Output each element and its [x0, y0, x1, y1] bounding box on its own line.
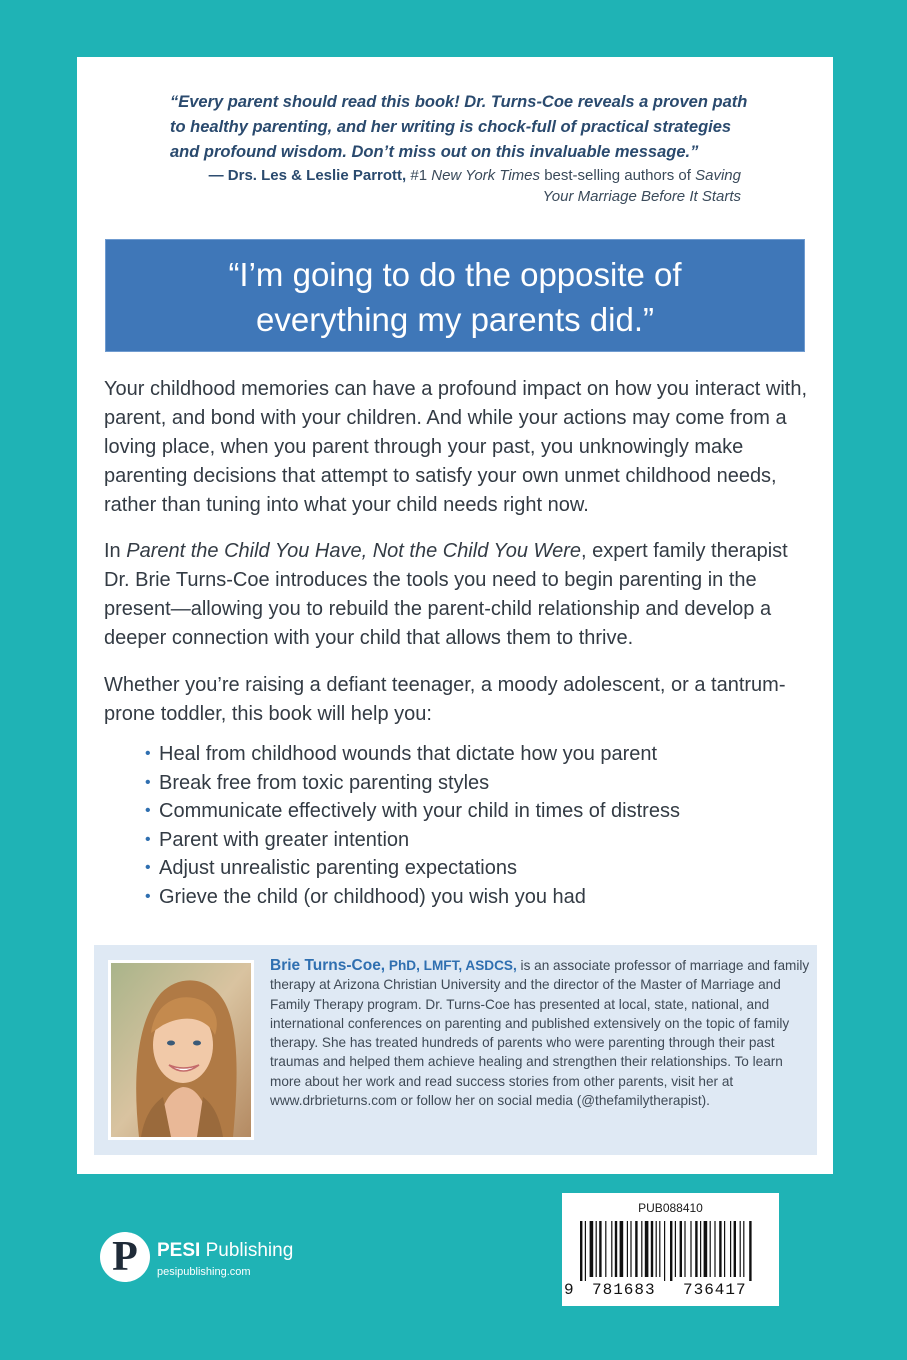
bullet-icon: • — [145, 773, 151, 791]
list-item — [119, 826, 799, 855]
barcode-bar — [700, 1221, 701, 1277]
list-item-text: Communicate effectively with your child in times of distress — [159, 800, 680, 822]
list-item — [119, 740, 799, 769]
barcode-digits-right: 736417 — [683, 1281, 747, 1299]
banner-line-2: everything my parents did.” — [255, 301, 654, 338]
bullet-icon: • — [145, 830, 151, 848]
barcode-bar — [635, 1221, 637, 1277]
barcode-bar — [641, 1221, 642, 1277]
list-item — [119, 883, 799, 912]
description-paragraph-2 — [104, 537, 809, 653]
barcode-bar — [611, 1221, 612, 1277]
barcode-bar — [656, 1221, 657, 1277]
back-cover-panel — [77, 57, 833, 1174]
barcode-bar — [664, 1221, 665, 1281]
publisher-p-icon — [100, 1232, 150, 1282]
benefits-list — [119, 740, 799, 911]
barcode-bar — [734, 1221, 736, 1277]
list-item — [119, 769, 799, 798]
barcode-bar — [615, 1221, 617, 1277]
bullet-icon: • — [145, 745, 151, 762]
publisher-name-rest: Publishing — [200, 1240, 294, 1261]
bullet-icon: • — [145, 802, 151, 819]
barcode-bar — [704, 1221, 708, 1277]
description-paragraph-1: Your childhood memories can have a profound impact on how you interact with, parent, and bond with your children. And while your actions may come from a loving place, when you parent through your past, you unknowingly make parenting decisions that attempt to satisfy your own unmet childhood needs, rather than tuning into what your child needs right now. — [104, 378, 807, 516]
bullet-icon: • — [145, 859, 151, 876]
barcode-bar — [675, 1221, 676, 1277]
author-bio-box — [94, 945, 817, 1155]
author-name: Brie Turns-Coe, — [270, 957, 386, 974]
list-item — [119, 797, 799, 826]
publisher-name — [157, 1240, 293, 1262]
barcode-bar — [620, 1221, 624, 1277]
barcode-bar — [659, 1221, 660, 1277]
publisher-name-bold: PESI — [157, 1240, 201, 1261]
publisher-logo — [100, 1232, 340, 1292]
barcode-bar — [684, 1221, 685, 1277]
barcode-bar — [651, 1221, 653, 1277]
list-item — [119, 854, 799, 883]
list-item-text: Break free from toxic parenting styles — [159, 771, 490, 794]
pull-quote-banner — [105, 239, 805, 352]
attribution-suffix: best-selling authors of — [540, 167, 696, 184]
list-item-text: Adjust unrealistic parenting expectations — [159, 857, 517, 879]
isbn-barcode — [562, 1193, 779, 1306]
endorsement-quote: “Every parent should read this book! Dr. Turns-Coe reveals a proven path to healthy parenting, and her writing is chock-full of practical strategies and profound wisdom. Don’t miss out on this invaluable message.” — [170, 93, 748, 161]
barcode-bar — [749, 1221, 751, 1281]
paragraph-2-prefix: In — [104, 540, 127, 562]
barcode-bar — [714, 1221, 715, 1277]
barcode-bar — [590, 1221, 594, 1277]
barcode-digits-left: 781683 — [592, 1281, 656, 1299]
book-title: Parent the Child You Have, Not the Child You Were — [126, 540, 581, 562]
barcode-bar — [596, 1221, 597, 1277]
barcode-code-label: PUB088410 — [638, 1201, 703, 1215]
attribution-publication: New York Times — [431, 167, 541, 184]
barcode-bar — [645, 1221, 649, 1277]
barcode-bar — [585, 1221, 586, 1281]
attribution-book-title: Saving Your Marriage Before It Starts — [542, 167, 741, 205]
banner-line-1: “I’m going to do the opposite of — [228, 256, 682, 293]
barcode-digit-first: 9 — [564, 1281, 574, 1299]
barcode-bar — [670, 1221, 672, 1281]
attribution-names: — Drs. Les & Leslie Parrott, — [208, 167, 407, 184]
endorsement-attribution — [181, 165, 741, 207]
list-item-text: Heal from childhood wounds that dictate how you parent — [159, 743, 658, 765]
list-item-text: Parent with greater intention — [159, 828, 410, 851]
author-credentials: PhD, LMFT, ASDCS, — [385, 958, 517, 973]
barcode-bars — [576, 1221, 766, 1281]
barcode-bar — [710, 1221, 711, 1277]
barcode-bar — [605, 1221, 606, 1277]
barcode-bar — [719, 1221, 721, 1277]
barcode-bar — [627, 1221, 628, 1277]
publisher-url: pesipublishing.com — [157, 1266, 251, 1278]
barcode-bar — [690, 1221, 691, 1277]
author-photo — [108, 960, 254, 1140]
barcode-bar — [680, 1221, 682, 1277]
barcode-bar — [580, 1221, 582, 1281]
barcode-bar — [740, 1221, 741, 1277]
logo-letter: P — [112, 1234, 138, 1280]
barcode-bar — [599, 1221, 601, 1277]
paragraph-2-rest: , expert family therapist Dr. Brie Turns-Coe introduces the tools you need to begin parenting in the present—allowing you to rebuild the parent-child relationship and develop a deeper connection with your child that allows them to thrive. — [104, 540, 788, 649]
barcode-bar — [730, 1221, 731, 1277]
barcode-bar — [695, 1221, 697, 1277]
barcode-bar — [630, 1221, 631, 1277]
list-item-text: Grieve the child (or childhood) you wish you had — [159, 885, 586, 908]
barcode-bar — [743, 1221, 744, 1277]
description-paragraph-3: Whether you’re raising a defiant teenager, a moody adolescent, or a tantrum-prone toddler, this book will help you: — [104, 674, 786, 725]
attribution-rank: #1 — [406, 167, 432, 184]
author-bio-body: is an associate professor of marriage and family therapy at Arizona Christian University and the director of the Master of Marriage and Family Therapy program. Dr. Turns-Coe has presented at local, state, national, and international conferences on parenting and published extensively on the topic of family therapy. She has treated hundreds of parents who were parenting through their past traumas and helped them achieve healing and strengthen their relationships. To learn more about her work and read success stories from other parents, visit her at www.drbrieturns.com or follow her on social media (@thefamilytherapist). — [270, 958, 810, 1109]
bullet-icon: • — [145, 887, 151, 905]
barcode-bar — [724, 1221, 725, 1277]
author-bio-text — [270, 956, 810, 1110]
